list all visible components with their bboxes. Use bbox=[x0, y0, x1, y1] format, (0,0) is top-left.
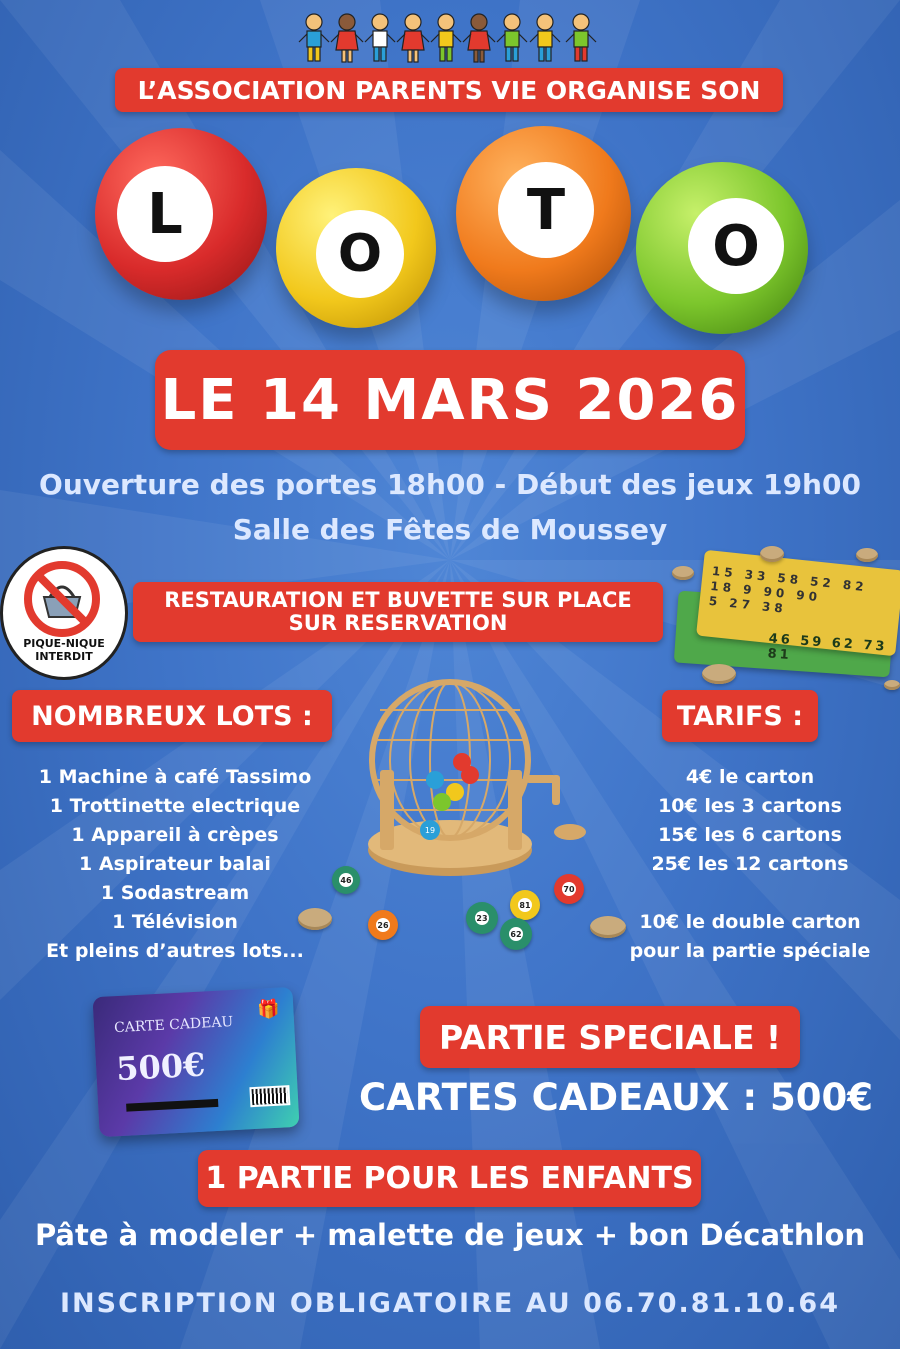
venue-text: Salle des Fêtes de Moussey bbox=[232, 513, 668, 546]
gift-card-amount: 500€ bbox=[115, 1045, 207, 1089]
loose-ball: 62 bbox=[500, 918, 532, 950]
loto-ball-orange bbox=[456, 126, 631, 301]
loto-letter-t: T bbox=[526, 177, 566, 243]
registration-text: INSCRIPTION OBLIGATOIRE AU 06.70.81.10.64 bbox=[59, 1288, 841, 1319]
prize-item: 1 Appareil à crèpes bbox=[71, 824, 279, 846]
bingo-row2: 18 9 90 90 bbox=[709, 578, 822, 605]
gift-icon: 🎁 bbox=[256, 998, 281, 1021]
bingo-row1: 15 33 58 52 82 bbox=[711, 563, 869, 595]
loto-ball-green bbox=[636, 162, 808, 334]
prizes-heading: NOMBREUX LOTS : bbox=[31, 700, 313, 732]
prize-item: 1 Machine à café Tassimo bbox=[38, 766, 312, 788]
loto-letter-l: L bbox=[147, 181, 183, 247]
loose-token bbox=[590, 916, 626, 938]
gift-card-label: CARTE CADEAU bbox=[113, 1014, 234, 1037]
event-date: LE 14 MARS 2026 bbox=[160, 367, 740, 433]
tariff-item: 15€ les 6 cartons bbox=[658, 824, 842, 846]
tariffs-heading: TARIFS : bbox=[676, 700, 804, 732]
kids-game-heading: 1 PARTIE POUR LES ENFANTS bbox=[205, 1161, 694, 1196]
bingo-cards-illustration bbox=[668, 540, 900, 690]
no-picnic-badge bbox=[0, 546, 128, 680]
organizer-banner bbox=[115, 68, 783, 112]
loto-ball-red bbox=[95, 128, 267, 300]
children-illustration bbox=[298, 10, 602, 68]
prize-item: 1 Sodastream bbox=[100, 882, 250, 904]
no-picnic-basket-icon bbox=[22, 559, 102, 639]
catering-line2: SUR RESERVATION bbox=[288, 611, 508, 635]
kids-game-heading-box bbox=[198, 1150, 701, 1207]
tariff-special-line1: 10€ le double carton bbox=[639, 911, 861, 933]
prizes-heading-box bbox=[12, 690, 332, 742]
loto-ball-yellow bbox=[276, 168, 436, 328]
organizer-text: L’ASSOCIATION PARENTS VIE ORGANISE SON bbox=[137, 75, 761, 105]
special-game-subtitle: CARTES CADEAUX : 500€ bbox=[358, 1076, 874, 1119]
bingo-row3: 5 27 38 bbox=[708, 593, 788, 616]
tariffs-list bbox=[610, 763, 890, 966]
bingo-token bbox=[760, 546, 784, 562]
loto-letter-o2: O bbox=[712, 213, 760, 279]
loose-ball: 81 bbox=[510, 890, 540, 920]
picnic-line1: PIQUE-NIQUE bbox=[23, 637, 105, 650]
bingo-token bbox=[856, 548, 878, 562]
special-game-heading: PARTIE SPECIALE ! bbox=[438, 1017, 782, 1057]
tariff-item: 4€ le carton bbox=[685, 766, 815, 788]
bingo-token bbox=[884, 680, 900, 690]
tariff-item: 10€ les 3 cartons bbox=[658, 795, 842, 817]
prize-item: 1 Télévision bbox=[112, 911, 238, 933]
loose-ball: 46 bbox=[332, 866, 360, 894]
gift-card-stripe bbox=[126, 1099, 218, 1112]
prize-item: Et pleins d’autres lots... bbox=[46, 940, 304, 962]
bingo-token bbox=[702, 664, 736, 684]
kids-game-prizes: Pâte à modeler + malette de jeux + bon Décathlon bbox=[34, 1218, 866, 1252]
prizes-list bbox=[20, 763, 330, 966]
picnic-line2: INTERDIT bbox=[35, 650, 93, 663]
loto-letter-o1: O bbox=[337, 224, 383, 284]
loose-ball: 26 bbox=[368, 910, 398, 940]
catering-line1: RESTAURATION ET BUVETTE SUR PLACE bbox=[164, 588, 632, 612]
loose-ball: 70 bbox=[554, 874, 584, 904]
tariffs-heading-box bbox=[662, 690, 818, 742]
loose-ball: 23 bbox=[466, 902, 498, 934]
loose-token bbox=[298, 908, 332, 930]
prize-item: 1 Aspirateur balai bbox=[79, 853, 271, 875]
schedule-text: Ouverture des portes 18h00 - Début des jeux 19h00 bbox=[39, 468, 861, 501]
bingo-row4: 46 59 62 73 81 bbox=[767, 631, 888, 664]
cage-ball-number: 19 bbox=[424, 826, 436, 835]
special-game-heading-box bbox=[420, 1006, 800, 1068]
catering-banner bbox=[133, 582, 663, 642]
prize-item: 1 Trottinette electrique bbox=[49, 795, 301, 817]
date-banner bbox=[155, 350, 745, 450]
bingo-token bbox=[672, 566, 694, 580]
tariff-item: 25€ les 12 cartons bbox=[651, 853, 849, 875]
gift-card-image bbox=[92, 987, 299, 1137]
tariff-special-line2: pour la partie spéciale bbox=[629, 940, 871, 962]
barcode-icon bbox=[249, 1085, 290, 1107]
